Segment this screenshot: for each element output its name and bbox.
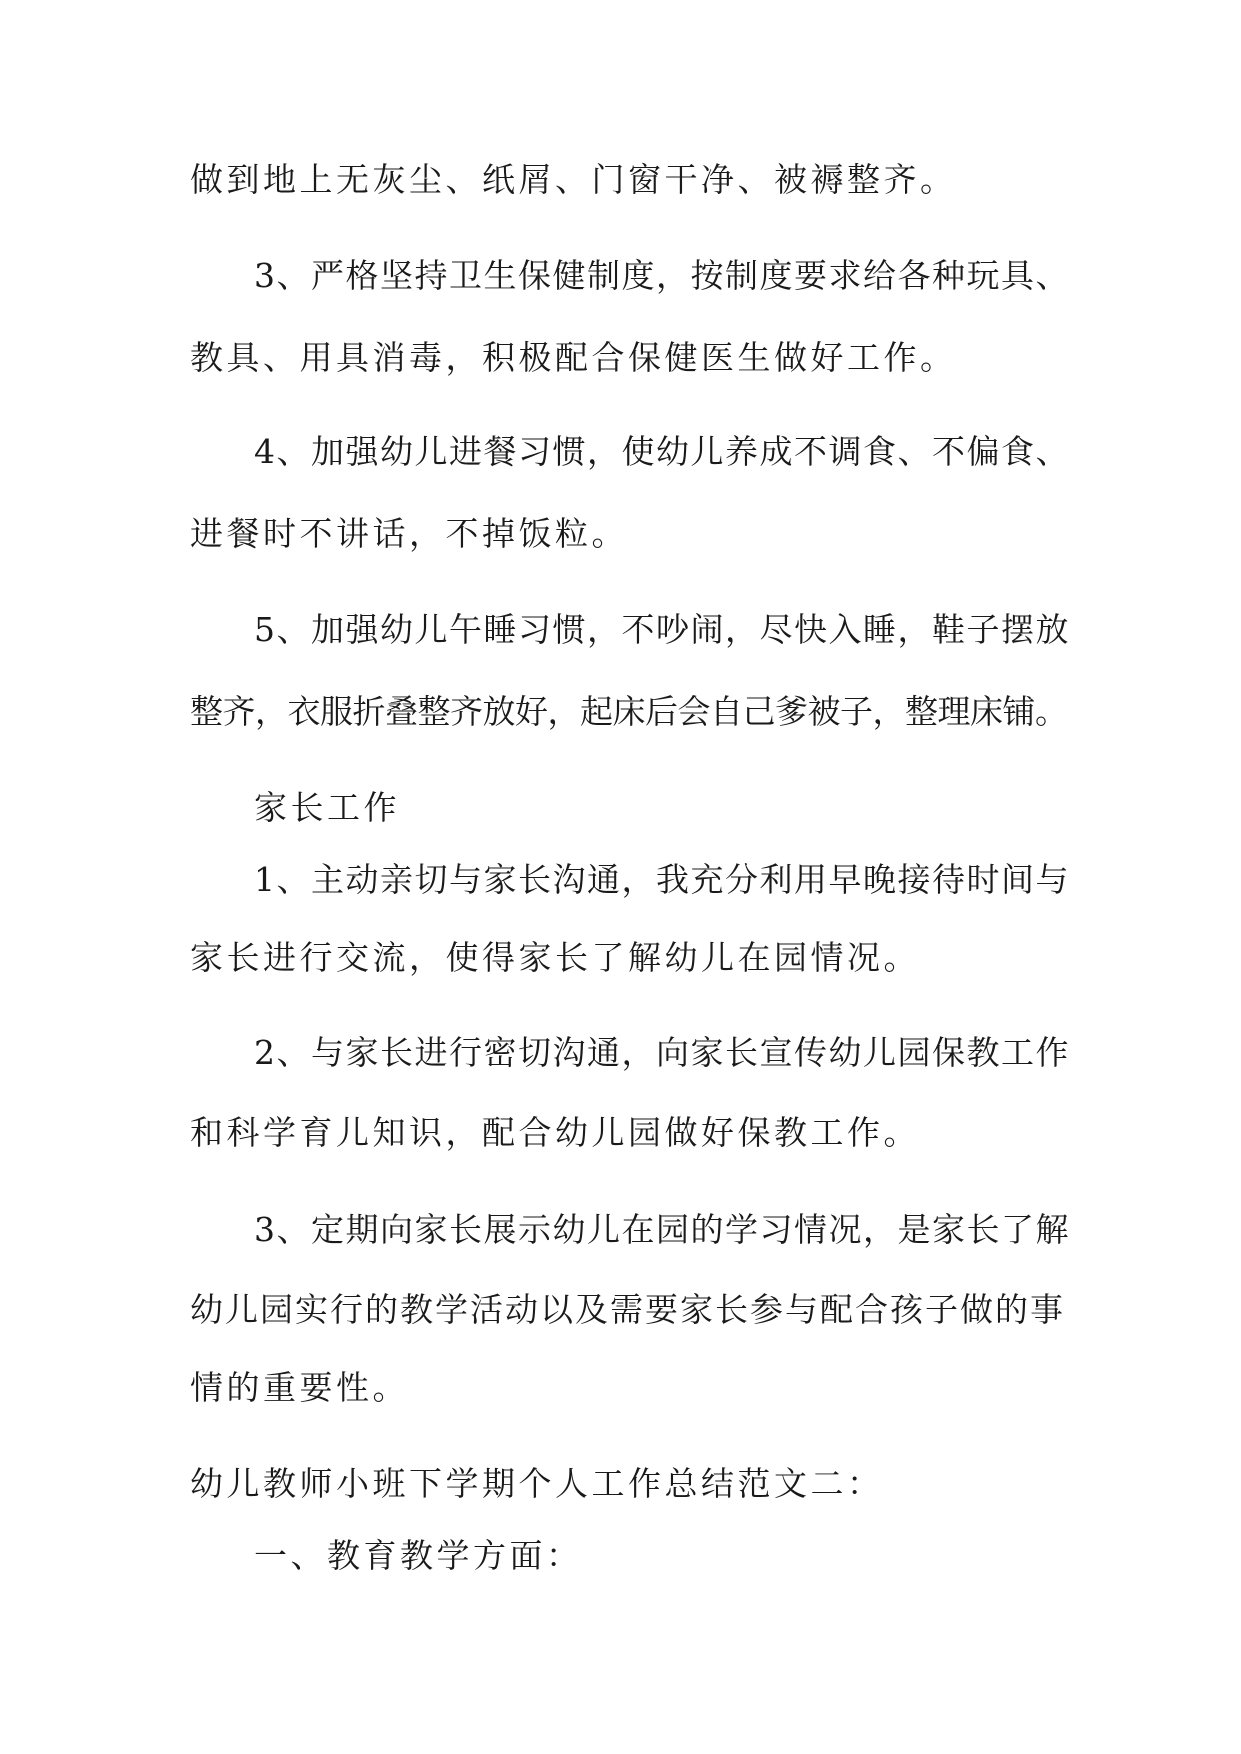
paragraph-line: 3、严格坚持卫生保健制度，按制度要求给各种玩具、 <box>254 256 1070 295</box>
section-title: 幼儿教师小班下学期个人工作总结范文二： <box>190 1464 884 1503</box>
paragraph-line: 5、加强幼儿午睡习惯，不吵闹，尽快入睡，鞋子摆放 <box>254 610 1070 649</box>
paragraph-line: 1、主动亲切与家长沟通，我充分利用早晚接待时间与 <box>254 860 1070 899</box>
paragraph-line: 和科学育儿知识，配合幼儿园做好保教工作。 <box>190 1113 920 1152</box>
paragraph-line: 2、与家长进行密切沟通，向家长宣传幼儿园保教工作 <box>254 1033 1070 1072</box>
section-heading: 一、教育教学方面： <box>254 1536 583 1575</box>
paragraph-line: 做到地上无灰尘、纸屑、门窗干净、被褥整齐。 <box>190 160 957 199</box>
paragraph-line: 整齐，衣服折叠整齐放好，起床后会自己爹被子，整理床铺。 <box>190 692 1068 731</box>
paragraph-line: 教具、用具消毒，积极配合保健医生做好工作。 <box>190 338 957 377</box>
paragraph-line: 进餐时不讲话，不掉饭粒。 <box>190 514 628 553</box>
section-heading: 家长工作 <box>254 788 400 827</box>
paragraph-line: 家长进行交流，使得家长了解幼儿在园情况。 <box>190 938 920 977</box>
paragraph-line: 3、定期向家长展示幼儿在园的学习情况，是家长了解 <box>254 1210 1070 1249</box>
paragraph-line: 幼儿园实行的教学活动以及需要家长参与配合孩子做的事 <box>190 1290 1065 1329</box>
paragraph-line: 4、加强幼儿进餐习惯，使幼儿养成不调食、不偏食、 <box>254 432 1070 471</box>
paragraph-line: 情的重要性。 <box>190 1368 409 1407</box>
